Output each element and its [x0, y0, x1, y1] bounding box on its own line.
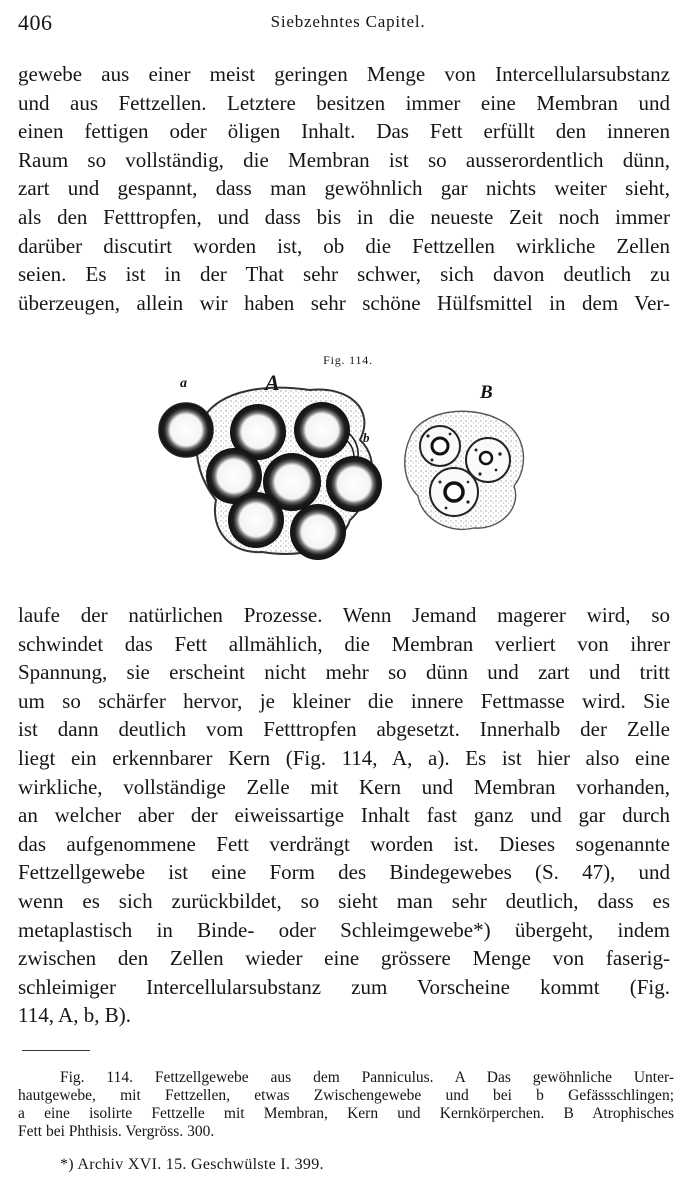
text-line: seien. Es ist in der That sehr schwer, sich davon deutlich zu — [18, 262, 670, 287]
text-line: Raum so vollständig, die Membran ist so ausserordentlich dünn, — [18, 147, 670, 172]
caption-line: a eine isolirte Fettzelle mit Membran, Kern und Kernkörperchen. B Atrophisches — [18, 1105, 674, 1122]
fat-tissue-illustration — [150, 370, 530, 560]
nucleus — [480, 452, 492, 464]
text-line: zart und gespannt, dass man gewöhnlich gar nichts weiter sieht, — [18, 176, 670, 201]
running-head: Siebzehntes Capitel. — [270, 12, 426, 31]
text-line: um so schärfer hervor, je kleiner die innere Fettmasse wird. Sie — [18, 688, 670, 713]
text-line: schleimiger Intercellularsubstanz zum Vorscheine kommt (Fig. — [18, 974, 670, 999]
figure-letter-A: A — [265, 370, 280, 395]
caption-line: hautgewebe, mit Fettzellen, etwas Zwischengewebe und bei b Gefässschlingen; — [18, 1087, 674, 1104]
figure-label: Fig. 114. — [323, 353, 373, 367]
text-line: als den Fetttropfen, und dass bis in die neueste Zeit noch immer — [18, 204, 670, 229]
paragraph-2 — [18, 601, 670, 1030]
footnote-divider — [22, 1050, 90, 1051]
text-line: 114, A, b, B). — [18, 1003, 131, 1028]
text-line: überzeugen, allein wir haben sehr schöne Hülfsmittel in dem Ver- — [18, 290, 670, 315]
text-line: zwischen den Zellen wieder eine grössere Menge von faserig- — [18, 946, 670, 971]
figure-letter-B: B — [480, 382, 493, 403]
text-line: an welcher aber der eiweissartige Inhalt fast ganz und gar durch — [18, 803, 670, 828]
fat-cell — [294, 402, 350, 458]
text-line: darüber discutirt worden ist, ob die Fettzellen wirkliche Zellen — [18, 233, 670, 258]
caption-line: Fett bei Phthisis. Vergröss. 300. — [18, 1123, 215, 1140]
nucleus — [432, 438, 448, 454]
text-line: Fettzellgewebe ist eine Form des Bindegewebes (S. 47), und — [18, 860, 670, 885]
text-line: Spannung, sie erscheint nicht mehr so dünn und zart und tritt — [18, 660, 670, 685]
nucleus — [445, 483, 463, 501]
paragraph-1 — [18, 60, 670, 317]
text-line: metaplastisch in Binde- oder Schleimgewebe*) übergeht, indem — [18, 917, 670, 942]
fat-cell — [290, 504, 346, 560]
text-line: liegt ein erkennbarer Kern (Fig. 114, A, a). Es ist hier also eine — [18, 745, 670, 770]
figure-letter-a: a — [180, 376, 187, 391]
fat-cell — [326, 456, 382, 512]
text-line: und aus Fettzellen. Letztere besitzen immer eine Membran und — [18, 90, 670, 115]
text-line: das aufgenommene Fett verdrängt worden ist. Dieses sogenannte — [18, 831, 670, 856]
isolated-fat-cell — [159, 403, 213, 457]
text-line: gewebe aus einer meist geringen Menge von Intercellularsubstanz — [18, 62, 670, 86]
figure-caption — [18, 1069, 674, 1141]
caption-line: Fig. 114. Fettzellgewebe aus dem Panniculus. A Das gewöhnliche Unter- — [60, 1069, 674, 1086]
text-line: laufe der natürlichen Prozesse. Wenn Jemand magerer wird, so — [18, 603, 670, 627]
figure-letter-b: b — [363, 430, 370, 445]
figure-illustration — [150, 370, 530, 560]
footnote: *) Archiv XVI. 15. Geschwülste I. 399. — [60, 1156, 324, 1173]
text-line: wirkliche, vollständige Zelle mit Kern und Membran vorhanden, — [18, 774, 670, 799]
text-line: ist dann deutlich vom Fetttropfen abgesetzt. Innerhalb der Zelle — [18, 717, 670, 742]
text-line: schwindet das Fett allmählich, die Membran verliert von ihrer — [18, 631, 670, 656]
text-line: einen fettigen oder öligen Inhalt. Das Fett erfüllt den inneren — [18, 119, 670, 144]
fat-cell — [228, 492, 284, 548]
page-number: 406 — [18, 10, 53, 35]
page-header — [18, 10, 678, 40]
text-line: wenn es sich zurückbildet, so sieht man sehr deutlich, dass es — [18, 888, 670, 913]
